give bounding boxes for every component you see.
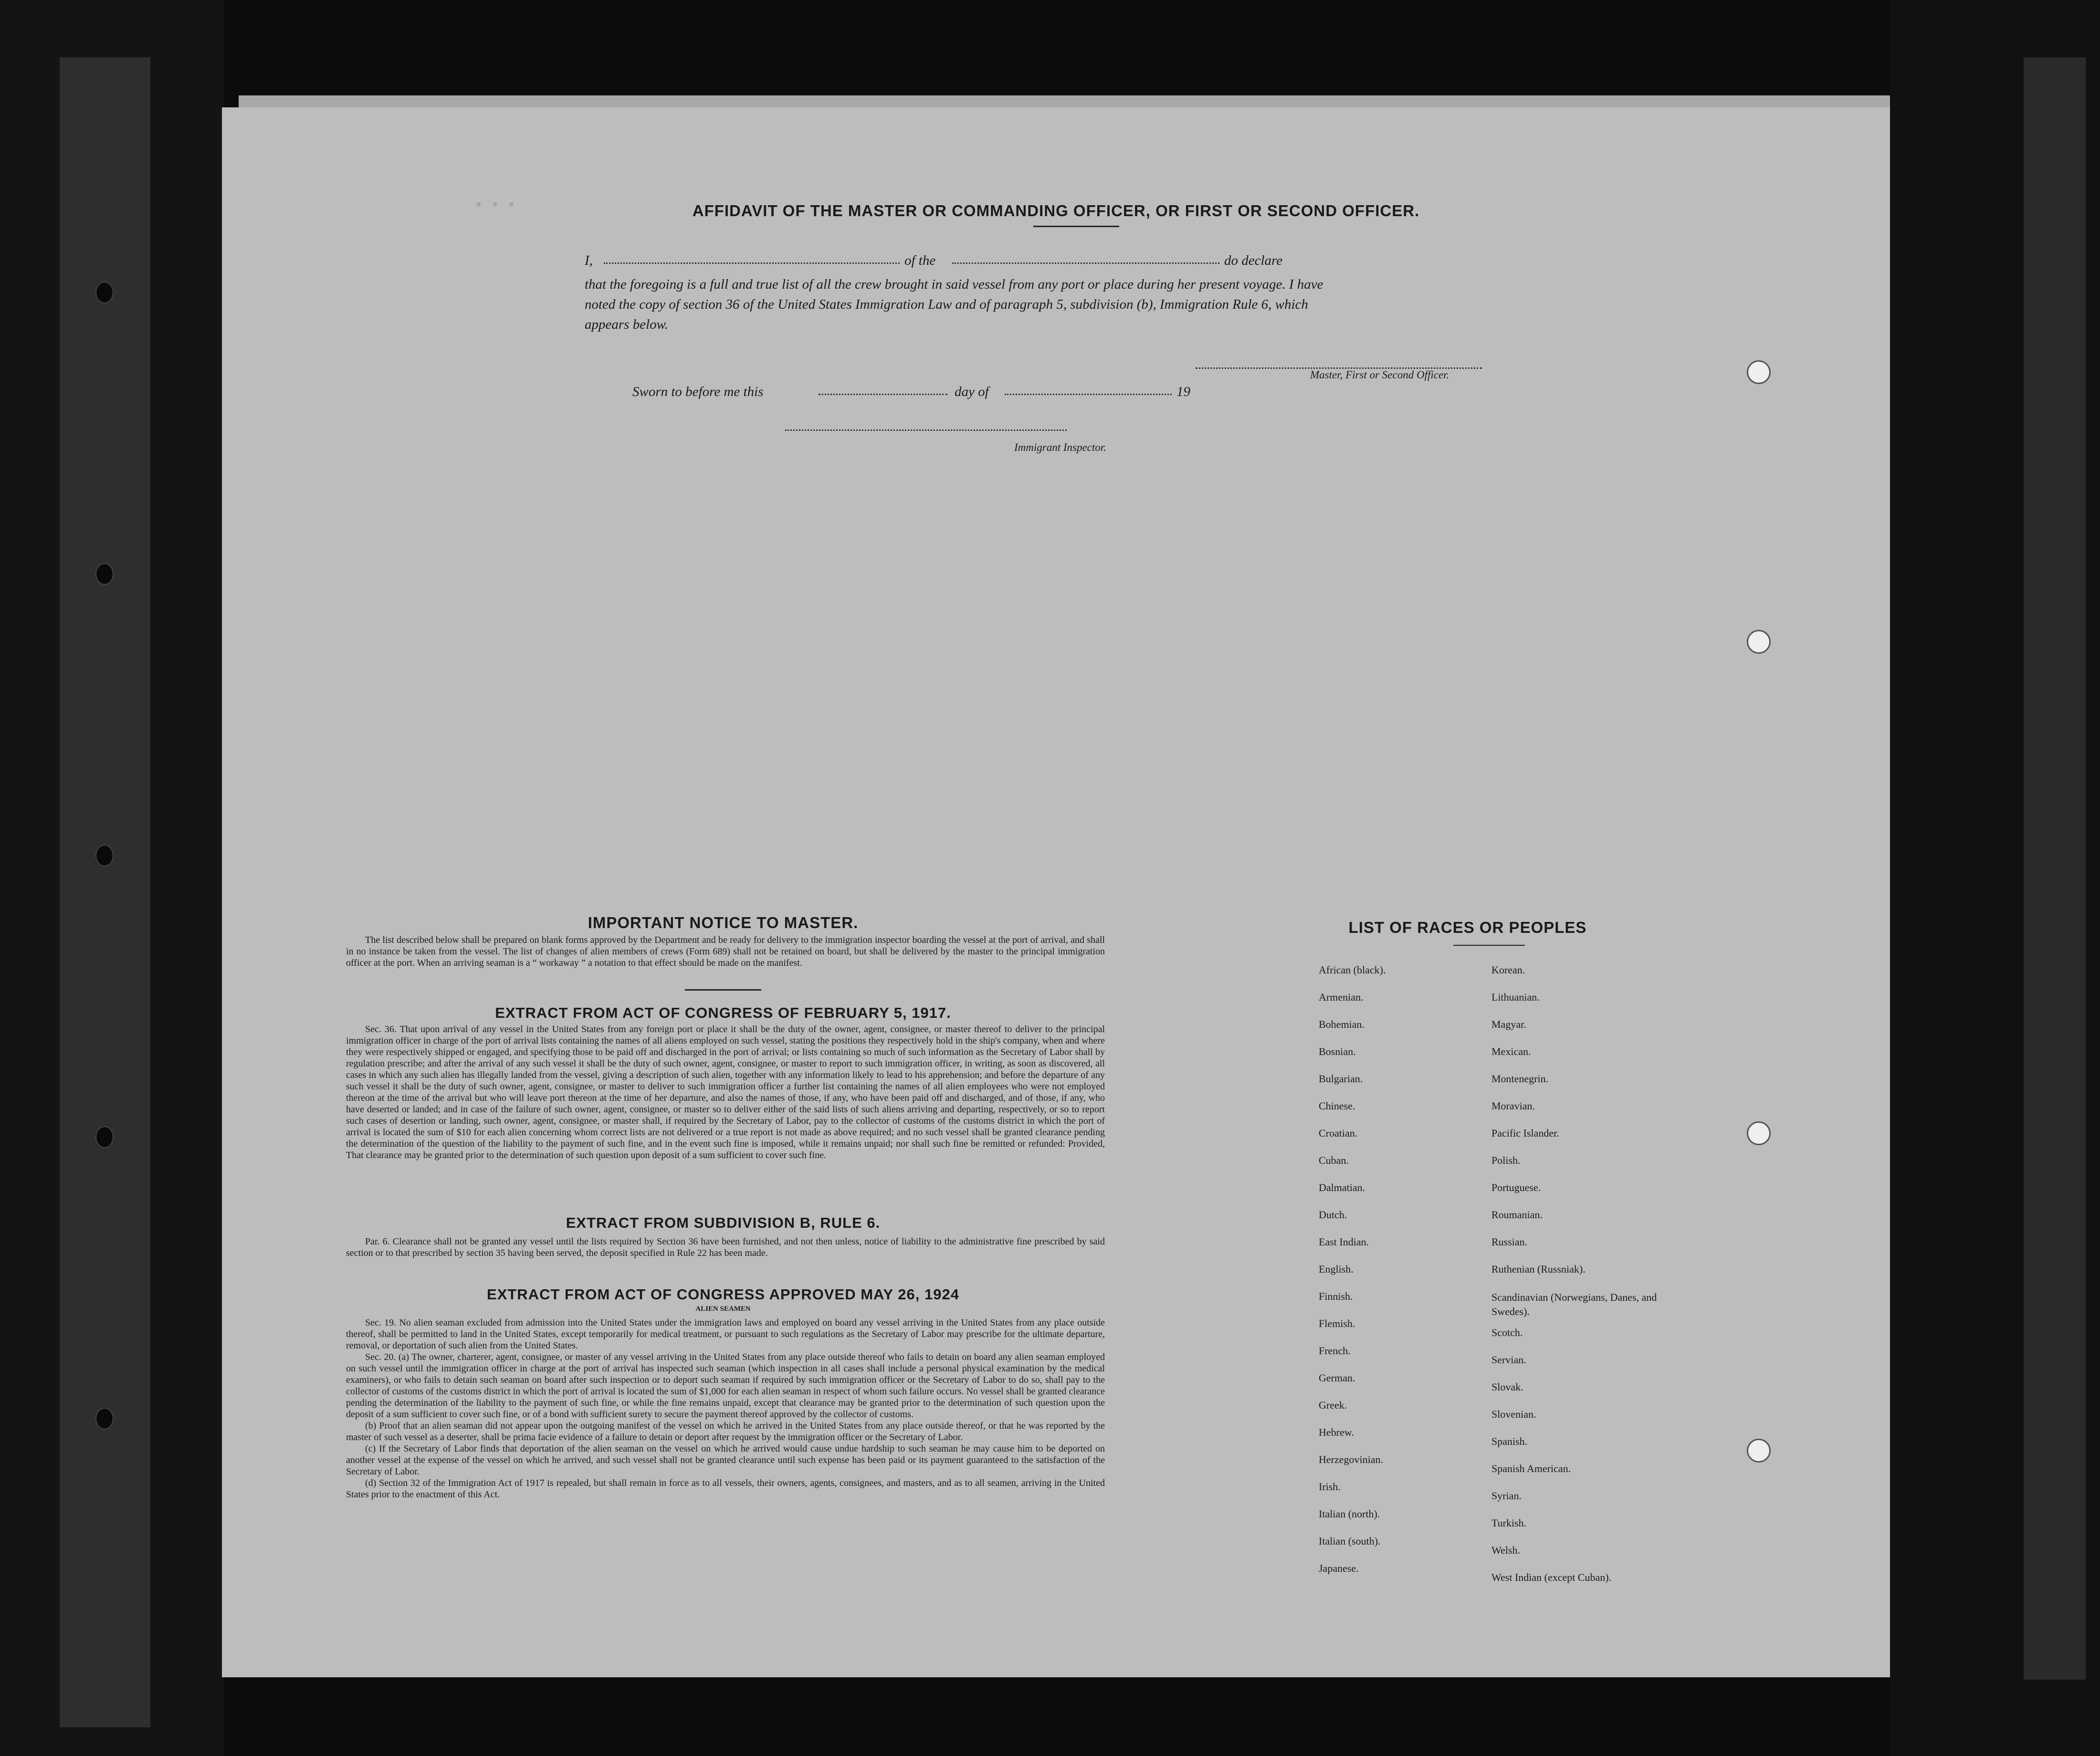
extract-1924-title: EXTRACT FROM ACT OF CONGRESS APPROVED MAY 26, 1924 — [487, 1286, 959, 1303]
race-item: Lithuanian. — [1491, 991, 1540, 1003]
sprocket-hole — [95, 563, 114, 585]
film-right-strip — [2024, 57, 2086, 1680]
inspector-label: Immigrant Inspector. — [1014, 441, 1106, 453]
affidavit-of-the: of the — [904, 253, 936, 268]
sworn-month-line — [1005, 394, 1172, 395]
affidavit-i: I, — [585, 253, 593, 268]
race-item: Welsh. — [1491, 1544, 1520, 1556]
race-item: French. — [1319, 1345, 1351, 1357]
race-item: Portuguese. — [1491, 1181, 1541, 1193]
sprocket-hole — [95, 282, 114, 303]
sec-20a-text: Sec. 20. (a) The owner, charterer, agent, consignee, or master of any vessel arriving in the United States from any place outside thereof who fails to detain on board any alien seaman employed on such vessel until the immigration officer in charge at the port of arrival has inspected such seaman (which inspection in all cases shall include a personal physical examination by the medical examiners), or who fails to detain such seaman on board after such inspection or to deport such seaman if required by such immigration officer or the Secretary of Labor to do so, shall pay to the collector of customs of the customs district in which the port of arrival is located the sum of $1,000 for each alien seaman in respect of whom such failure occurs. No vessel shall be granted clearance pending the determination of the liability to the payment of such fine, or while the fine remains unpaid, except that clearance may be granted prior to the determination of such question upon the deposit of a sum sufficient to cover such fine, or of a bond with sufficient surety to secure the payment thereof approved by the collector of customs. — [346, 1352, 1105, 1420]
year-text: 19 — [1176, 384, 1190, 399]
punch-hole — [1747, 630, 1771, 654]
race-item: East Indian. — [1319, 1236, 1369, 1248]
document-page — [222, 107, 1890, 1677]
notice-text: The list described below shall be prepared on blank forms approved by the Department and be ready for delivery to the immigration inspector boarding the vessel at the port of arrival, and shall in no instance be taken from the vessel. The list of changes of alien members of crews (Form 689) shall not be retained on board, but shall be delivered by the master to the principal immigration officer at the port. When an arriving seaman is a “ workaway ” a notation to that effect should be made on the manifest. — [346, 935, 1105, 968]
race-item: Ruthenian (Russniak). — [1491, 1263, 1586, 1275]
race-item: Magyar. — [1491, 1018, 1526, 1030]
alien-seamen-subtitle: ALIEN SEAMEN — [695, 1305, 751, 1313]
race-item: Polish. — [1491, 1154, 1521, 1166]
race-item: Cuban. — [1319, 1154, 1349, 1166]
extract-1917-title: EXTRACT FROM ACT OF CONGRESS OF FEBRUARY 5, 1917. — [495, 1004, 951, 1021]
affidavit-title: AFFIDAVIT OF THE MASTER OR COMMANDING OFFICER, OR FIRST OR SECOND OFFICER. — [692, 202, 1420, 220]
races-title: LIST OF RACES OR PEOPLES — [1348, 919, 1587, 936]
race-item: Syrian. — [1491, 1490, 1522, 1502]
race-item: Bulgarian. — [1319, 1073, 1363, 1085]
punch-hole — [1747, 360, 1771, 384]
affidavit-declare: do declare — [1224, 253, 1283, 268]
notice-title: IMPORTANT NOTICE TO MASTER. — [588, 914, 859, 931]
race-item: Russian. — [1491, 1236, 1528, 1248]
day-of-text: day of — [955, 384, 989, 399]
race-item: Spanish. — [1491, 1435, 1528, 1447]
sprocket-hole — [95, 1126, 114, 1148]
punch-hole — [1747, 1439, 1771, 1463]
race-item: Roumanian. — [1491, 1209, 1543, 1221]
race-item: German. — [1319, 1372, 1355, 1384]
sworn-day-line — [819, 394, 947, 395]
race-item: Italian (north). — [1319, 1508, 1380, 1520]
race-item: Irish. — [1319, 1481, 1341, 1493]
rule-6-title: EXTRACT FROM SUBDIVISION B, RULE 6. — [566, 1214, 881, 1231]
divider — [685, 989, 761, 991]
race-item: Herzegovinian. — [1319, 1453, 1383, 1465]
race-item: West Indian (except Cuban). — [1491, 1571, 1612, 1583]
race-item: African (black). — [1319, 964, 1386, 976]
race-item: Finnish. — [1319, 1290, 1353, 1302]
name-field-line — [604, 262, 900, 264]
race-item: Dutch. — [1319, 1209, 1347, 1221]
race-item: Bosnian. — [1319, 1045, 1356, 1057]
race-item: Japanese. — [1319, 1562, 1359, 1574]
race-item: Chinese. — [1319, 1100, 1355, 1112]
race-item: Armenian. — [1319, 991, 1364, 1003]
sec-20c-text: (c) If the Secretary of Labor finds that deportation of the alien seaman on the vessel on which he arrived would cause undue hardship to such seaman he may cause him to be deported on another vessel at the expense of the vessel on which he arrived, and such vessel shall not be granted clearance until such expense has been paid or its payment guaranteed to the satisfaction of the Secretary of Labor. — [346, 1443, 1105, 1477]
race-item: Flemish. — [1319, 1317, 1355, 1329]
inspector-signature-line — [785, 429, 1067, 431]
affidavit-text: that the foregoing is a full and true list of all the crew brought in said vessel from any port or place during her present voyage. I have noted the copy of section 36 of the United States Immigration Law and of paragraph 5, subdivision (b), Immigration Rule 6, which appears below. — [585, 277, 1323, 332]
divider — [1033, 226, 1119, 227]
sprocket-hole — [95, 845, 114, 867]
race-item: Slovenian. — [1491, 1408, 1536, 1420]
divider — [1453, 945, 1525, 946]
bleedthrough-header: · · · — [475, 189, 517, 219]
race-item: Scandinavian (Norwegians, Danes, and Swedes). — [1491, 1291, 1657, 1317]
race-item: Greek. — [1319, 1399, 1347, 1411]
sec-20b-text: (b) Proof that an alien seaman did not appear upon the outgoing manifest of the vessel on which he arrived in the United States from any place outside thereof, or that he was reported by the master of such vessel as a deserter, shall be prima facie evidence of a failure to detain or deport after request by the immigration officer or the Secretary of Labor. — [346, 1421, 1105, 1442]
race-item: Spanish American. — [1491, 1463, 1571, 1474]
race-item: Slovak. — [1491, 1381, 1523, 1393]
race-item: Hebrew. — [1319, 1426, 1354, 1438]
race-item: Montenegrin. — [1491, 1073, 1549, 1085]
race-item: Turkish. — [1491, 1517, 1527, 1529]
race-item: Korean. — [1491, 964, 1525, 976]
race-item: Bohemian. — [1319, 1018, 1365, 1030]
sec-19-text: Sec. 19. No alien seaman excluded from admission into the United States under the immigration laws and employed on board any vessel arriving in the United States from any place outside thereof, shall be permitted to land in the United States, except temporarily for medical treatment, or pursuant to such regulations as the Secretary of Labor may prescribe for the ultimate departure, removal, or deportation of such alien from the United States. — [346, 1317, 1105, 1351]
sprocket-hole — [95, 1408, 114, 1430]
film-sprocket-strip — [60, 57, 150, 1727]
race-item: Moravian. — [1491, 1100, 1535, 1112]
race-item: Italian (south). — [1319, 1535, 1381, 1547]
extract-1917-text: Sec. 36. That upon arrival of any vessel in the United States from any foreign port or place it shall be the duty of the owner, agent, consignee, or master thereof to deliver to the principal immigration officer in charge of the port of arrival lists containing the names of all aliens employed on such vessel, stating the positions they respectively hold in the ship's company, when and where they were respectively shipped or engaged, and specifying those to be paid off and discharged in the port of arrival; or lists containing so much of such information as the Secretary of Labor shall by regulation prescribe; and after the arrival of any such vessel it shall be the duty of such owner, agent, consignee, or master to report to such immigration officer, in writing, as soon as discovered, all cases in which any such alien has illegally landed from the vessel, giving a description of such alien, together with any information likely to lead to his apprehension; and before the departure of any such vessel it shall be the duty of such owner, agent, consignee, or master to deliver to such immigration officer a further list containing the names of all alien employees who were not employed thereon at the time of the arrival but who will leave port thereon at the time of her departure, and also the names of those, if any, who have been paid off and discharged, and of those, if any, who have deserted or landed; and in case of the failure of such owner, agent, consignee, or master so to deliver either of the said lists of such aliens arriving and departing, respectively, or so to report such cases of desertion or landing, such owner, agent, consignee, or master shall, if required by the Secretary of Labor, pay to the collector of customs of the customs district in which the port of arrival is located the sum of $10 for each alien concerning whom correct lists are not delivered or a true report is not made as above required; and no such vessel shall be granted clearance pending the determination of the question of the liability to the payment of such fine, and in the event such fine is imposed, while it remains unpaid; nor shall such fine be remitted or refunded: Provided, That clearance may be granted prior to the determination of such question upon deposit of a sum sufficient to cover such fine. — [346, 1024, 1105, 1160]
race-item: Servian. — [1491, 1354, 1526, 1366]
race-item: English. — [1319, 1263, 1354, 1275]
vessel-field-line — [952, 262, 1219, 264]
punch-hole — [1747, 1121, 1771, 1145]
race-item: Dalmatian. — [1319, 1181, 1365, 1193]
race-item: Scotch. — [1491, 1327, 1523, 1338]
sec-20d-text: (d) Section 32 of the Immigration Act of 1917 is repealed, but shall remain in force as to all vessels, their owners, agents, consignees, and masters, and as to all seamen, arriving in the United States prior to the enactment of this Act. — [346, 1478, 1105, 1500]
master-label: Master, First or Second Officer. — [1310, 369, 1449, 381]
race-item: Pacific Islander. — [1491, 1127, 1559, 1139]
sworn-text: Sworn to before me this — [632, 384, 764, 399]
race-item: Mexican. — [1491, 1045, 1531, 1057]
rule-6-text: Par. 6. Clearance shall not be granted any vessel until the lists required by Section 36 have been furnished, and not then unless, notice of liability to the administrative fine prescribed by said section or to that prescribed by section 35 having been served, the deposit specified in Rule 22 has been made. — [346, 1236, 1105, 1258]
race-item: Croatian. — [1319, 1127, 1358, 1139]
extract-1924-body — [346, 1317, 1105, 1500]
